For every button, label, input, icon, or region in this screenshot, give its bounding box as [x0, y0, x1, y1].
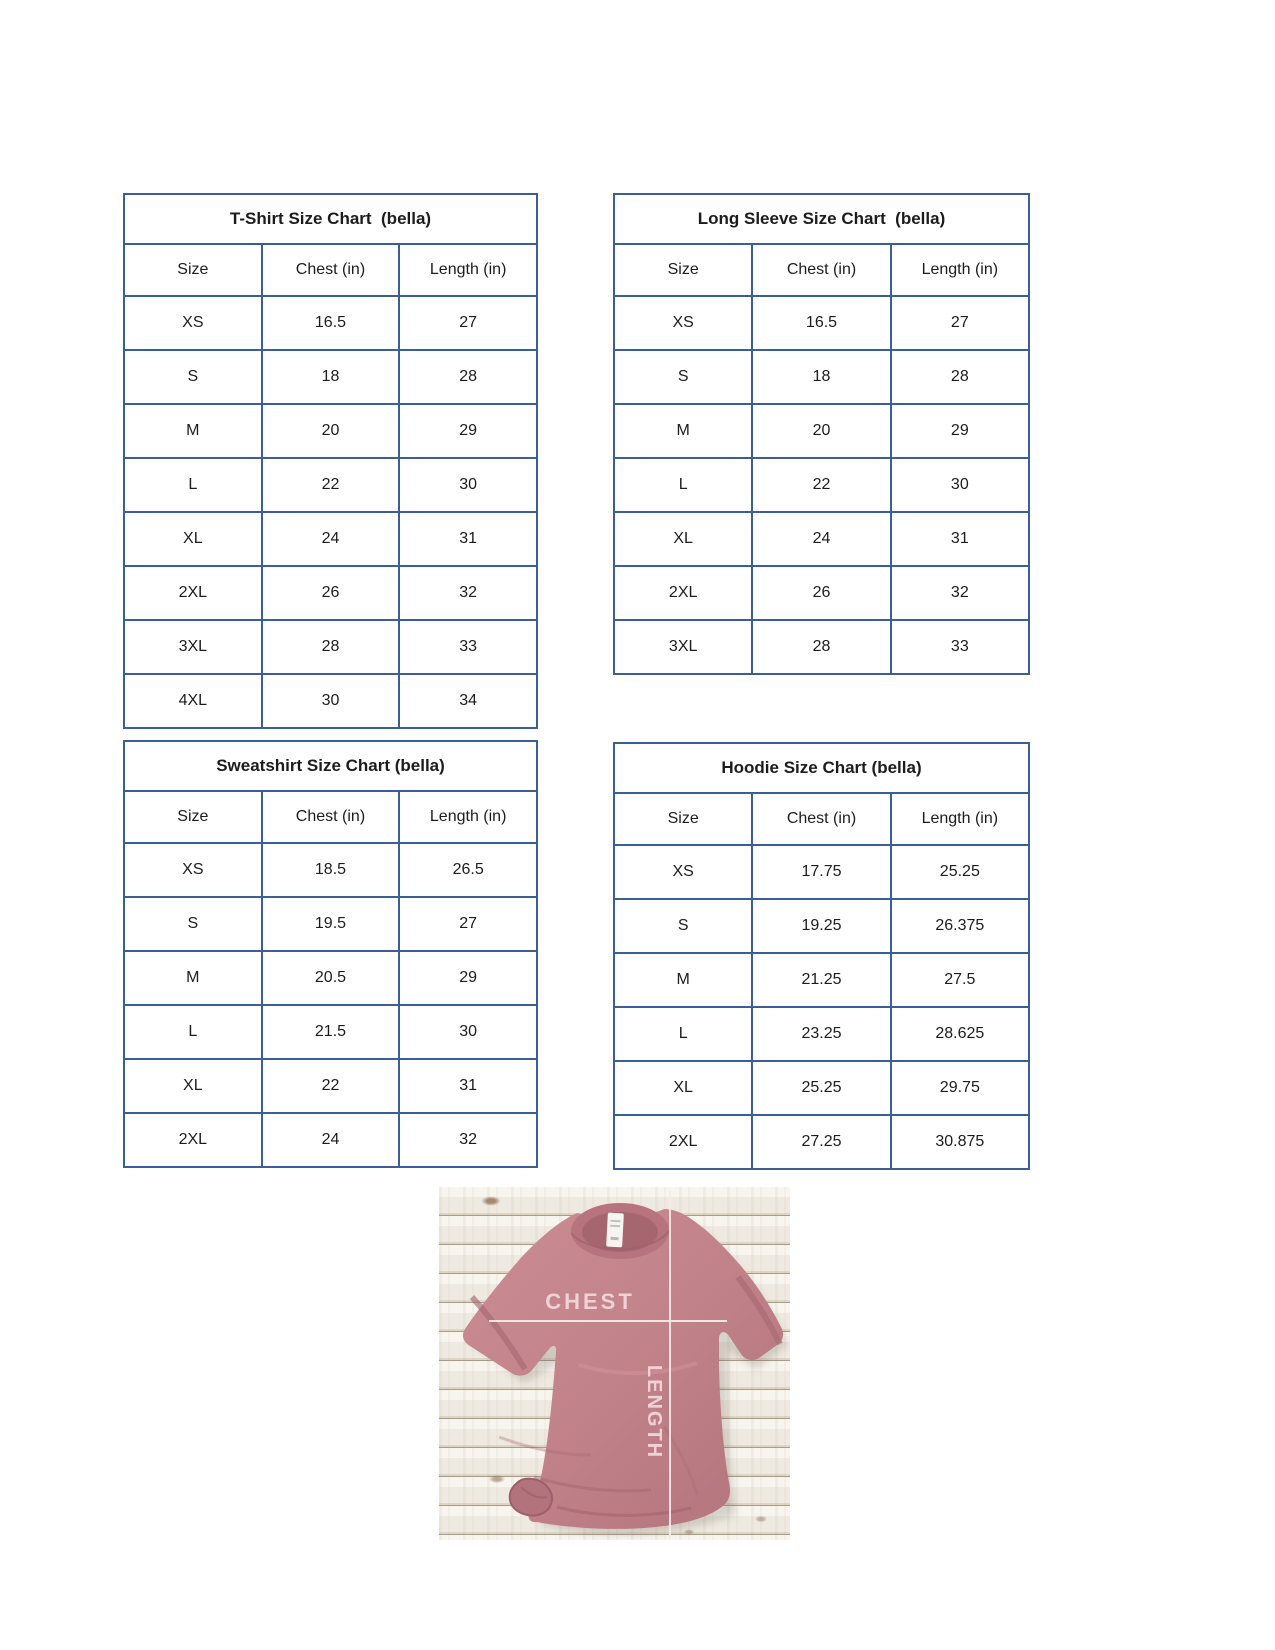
table-title-row — [124, 741, 537, 791]
table-cell: XL — [124, 512, 262, 566]
table-cell: M — [124, 951, 262, 1005]
table-cell: 21.25 — [752, 953, 890, 1007]
table-row — [124, 1059, 537, 1113]
table-cell: 32 — [399, 1113, 537, 1167]
table-cell: 28 — [399, 350, 537, 404]
table-row — [124, 620, 537, 674]
column-header: Length (in) — [399, 244, 537, 296]
table-cell: L — [614, 1007, 752, 1061]
table-row — [124, 458, 537, 512]
table-title-row — [614, 743, 1029, 793]
table-cell: 27 — [399, 897, 537, 951]
table-cell: 26.375 — [891, 899, 1029, 953]
table-cell: 18.5 — [262, 843, 400, 897]
table-cell: 25.25 — [891, 845, 1029, 899]
table-cell: 16.5 — [752, 296, 890, 350]
table-cell: 30 — [399, 458, 537, 512]
table-cell: XS — [614, 845, 752, 899]
table-row — [124, 404, 537, 458]
table-title: Long Sleeve Size Chart (bella) — [614, 194, 1029, 244]
table-cell: XS — [614, 296, 752, 350]
table-row — [614, 1115, 1029, 1169]
table-row — [614, 350, 1029, 404]
hoodie-size-chart-table — [613, 742, 1030, 1170]
table-title-row — [124, 194, 537, 244]
table-cell: S — [124, 350, 262, 404]
column-header: Chest (in) — [752, 793, 890, 845]
table-cell: XL — [124, 1059, 262, 1113]
table-row — [614, 1007, 1029, 1061]
table-cell: M — [614, 953, 752, 1007]
table-cell: 29 — [399, 951, 537, 1005]
table-cell: 20 — [752, 404, 890, 458]
tshirt-table — [123, 193, 538, 729]
column-header: Size — [124, 244, 262, 296]
table-title-row — [614, 194, 1029, 244]
table-cell: XL — [614, 1061, 752, 1115]
table-cell: 33 — [891, 620, 1029, 674]
table-cell: 24 — [752, 512, 890, 566]
table-cell: 22 — [752, 458, 890, 512]
table-title: T-Shirt Size Chart (bella) — [124, 194, 537, 244]
table-cell: 28 — [262, 620, 400, 674]
table-cell: S — [614, 350, 752, 404]
table-cell: 30 — [399, 1005, 537, 1059]
table-row — [614, 1061, 1029, 1115]
table-cell: 3XL — [614, 620, 752, 674]
table-cell: 30 — [891, 458, 1029, 512]
table-cell: 22 — [262, 458, 400, 512]
table-cell: 27.25 — [752, 1115, 890, 1169]
table-cell: 33 — [399, 620, 537, 674]
table-row — [614, 512, 1029, 566]
table-cell: 2XL — [124, 566, 262, 620]
long-sleeve-table — [613, 193, 1030, 675]
table-cell: 32 — [891, 566, 1029, 620]
table-row — [124, 350, 537, 404]
table-cell: 22 — [262, 1059, 400, 1113]
column-header: Size — [614, 244, 752, 296]
sweatshirt-size-chart-table — [123, 740, 538, 1168]
table-cell: 2XL — [614, 566, 752, 620]
column-header: Chest (in) — [752, 244, 890, 296]
sweatshirt-table — [123, 740, 538, 1168]
table-header-row — [124, 244, 537, 296]
table-cell: 27 — [399, 296, 537, 350]
table-cell: 31 — [399, 512, 537, 566]
table-row — [124, 951, 537, 1005]
table-cell: 26.5 — [399, 843, 537, 897]
table-row — [124, 674, 537, 728]
table-cell: 30.875 — [891, 1115, 1029, 1169]
table-cell: 28 — [752, 620, 890, 674]
table-row — [614, 458, 1029, 512]
table-cell: 34 — [399, 674, 537, 728]
table-title: Sweatshirt Size Chart (bella) — [124, 741, 537, 791]
column-header: Chest (in) — [262, 244, 400, 296]
table-cell: 31 — [891, 512, 1029, 566]
table-cell: 29 — [399, 404, 537, 458]
table-row — [614, 296, 1029, 350]
table-header-row — [614, 244, 1029, 296]
column-header: Size — [614, 793, 752, 845]
column-header: Length (in) — [891, 244, 1029, 296]
table-row — [124, 897, 537, 951]
table-cell: 19.5 — [262, 897, 400, 951]
table-row — [614, 620, 1029, 674]
column-header: Length (in) — [399, 791, 537, 843]
table-cell: 19.25 — [752, 899, 890, 953]
table-cell: 28 — [891, 350, 1029, 404]
table-cell: 32 — [399, 566, 537, 620]
table-cell: 26 — [752, 566, 890, 620]
table-cell: 2XL — [124, 1113, 262, 1167]
chest-label: CHEST — [545, 1289, 635, 1314]
table-cell: 2XL — [614, 1115, 752, 1169]
column-header: Length (in) — [891, 793, 1029, 845]
table-cell: M — [124, 404, 262, 458]
table-cell: 24 — [262, 1113, 400, 1167]
tshirt-size-chart-table — [123, 193, 538, 729]
table-cell: L — [124, 458, 262, 512]
table-cell: 27.5 — [891, 953, 1029, 1007]
length-label: LENGTH — [643, 1364, 665, 1460]
table-row — [614, 953, 1029, 1007]
table-row — [124, 566, 537, 620]
table-row — [124, 1005, 537, 1059]
table-cell: 3XL — [124, 620, 262, 674]
table-cell: 4XL — [124, 674, 262, 728]
table-cell: 27 — [891, 296, 1029, 350]
hoodie-table — [613, 742, 1030, 1170]
table-cell: S — [124, 897, 262, 951]
table-cell: S — [614, 899, 752, 953]
table-cell: 18 — [262, 350, 400, 404]
column-header: Chest (in) — [262, 791, 400, 843]
table-cell: 24 — [262, 512, 400, 566]
length-measure-line — [669, 1191, 671, 1540]
table-row — [124, 843, 537, 897]
table-cell: XS — [124, 843, 262, 897]
column-header: Size — [124, 791, 262, 843]
table-cell: 17.75 — [752, 845, 890, 899]
table-cell: 23.25 — [752, 1007, 890, 1061]
table-cell: L — [124, 1005, 262, 1059]
table-row — [124, 512, 537, 566]
tshirt-measurement-photo — [439, 1187, 790, 1540]
table-cell: 21.5 — [262, 1005, 400, 1059]
table-cell: 20 — [262, 404, 400, 458]
table-row — [614, 845, 1029, 899]
neck-tag — [606, 1213, 624, 1248]
table-cell: M — [614, 404, 752, 458]
long-sleeve-size-chart-table — [613, 193, 1030, 675]
table-cell: 16.5 — [262, 296, 400, 350]
table-cell: XL — [614, 512, 752, 566]
table-cell: 31 — [399, 1059, 537, 1113]
table-row — [124, 1113, 537, 1167]
table-cell: 28.625 — [891, 1007, 1029, 1061]
table-title: Hoodie Size Chart (bella) — [614, 743, 1029, 793]
table-cell: XS — [124, 296, 262, 350]
table-header-row — [614, 793, 1029, 845]
table-cell: 29 — [891, 404, 1029, 458]
table-row — [614, 566, 1029, 620]
table-cell: L — [614, 458, 752, 512]
chest-measure-line — [489, 1320, 727, 1322]
table-row — [124, 296, 537, 350]
table-cell: 25.25 — [752, 1061, 890, 1115]
table-row — [614, 899, 1029, 953]
table-header-row — [124, 791, 537, 843]
table-cell: 30 — [262, 674, 400, 728]
table-cell: 18 — [752, 350, 890, 404]
table-row — [614, 404, 1029, 458]
table-cell: 29.75 — [891, 1061, 1029, 1115]
tshirt-illustration — [439, 1187, 790, 1540]
table-cell: 20.5 — [262, 951, 400, 1005]
table-cell: 26 — [262, 566, 400, 620]
